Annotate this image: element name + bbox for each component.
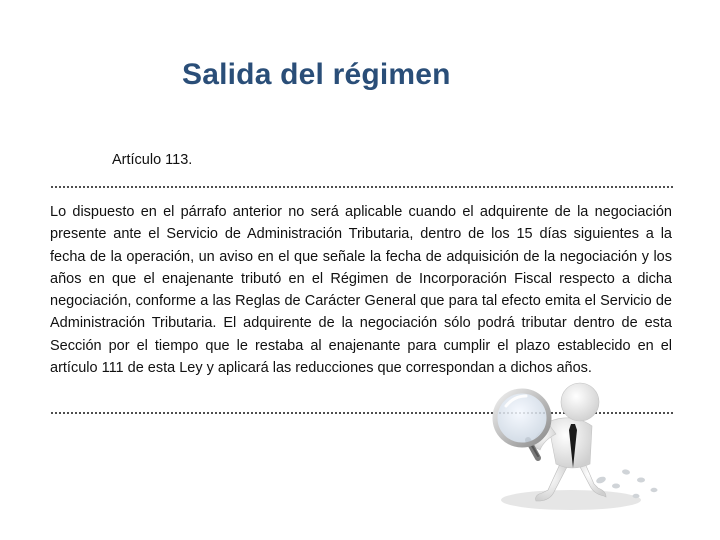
article-label: Artículo 113.	[112, 152, 193, 168]
article-body: Lo dispuesto en el párrafo anterior no será aplicable cuando el adquirente de la negociación presente ante el Servicio de Administración Tributaria, dentro de los 15 días siguientes a la fecha de la operación, un aviso en el que señale la fecha de adquisición de la negociación y los años en que el enajenante tributó en el Régimen de Incorporación Fiscal respecto a dicha negociación, conforme a las Reglas de Carácter General que para tal efecto emita el Servicio de Administración Tributaria. El adquirente de la negociación sólo podrá tributar dentro de esta Sección por el tiempo que le restaba al enajenante para cumplir el plazo establecido en el artículo 111 de esta Ley y aplicará las reducciones que correspondan a dichos años.	[50, 204, 672, 377]
magnifier-person-icon	[476, 360, 666, 530]
page-title: Salida del régimen	[182, 58, 451, 91]
dotted-separator-top	[50, 186, 675, 188]
